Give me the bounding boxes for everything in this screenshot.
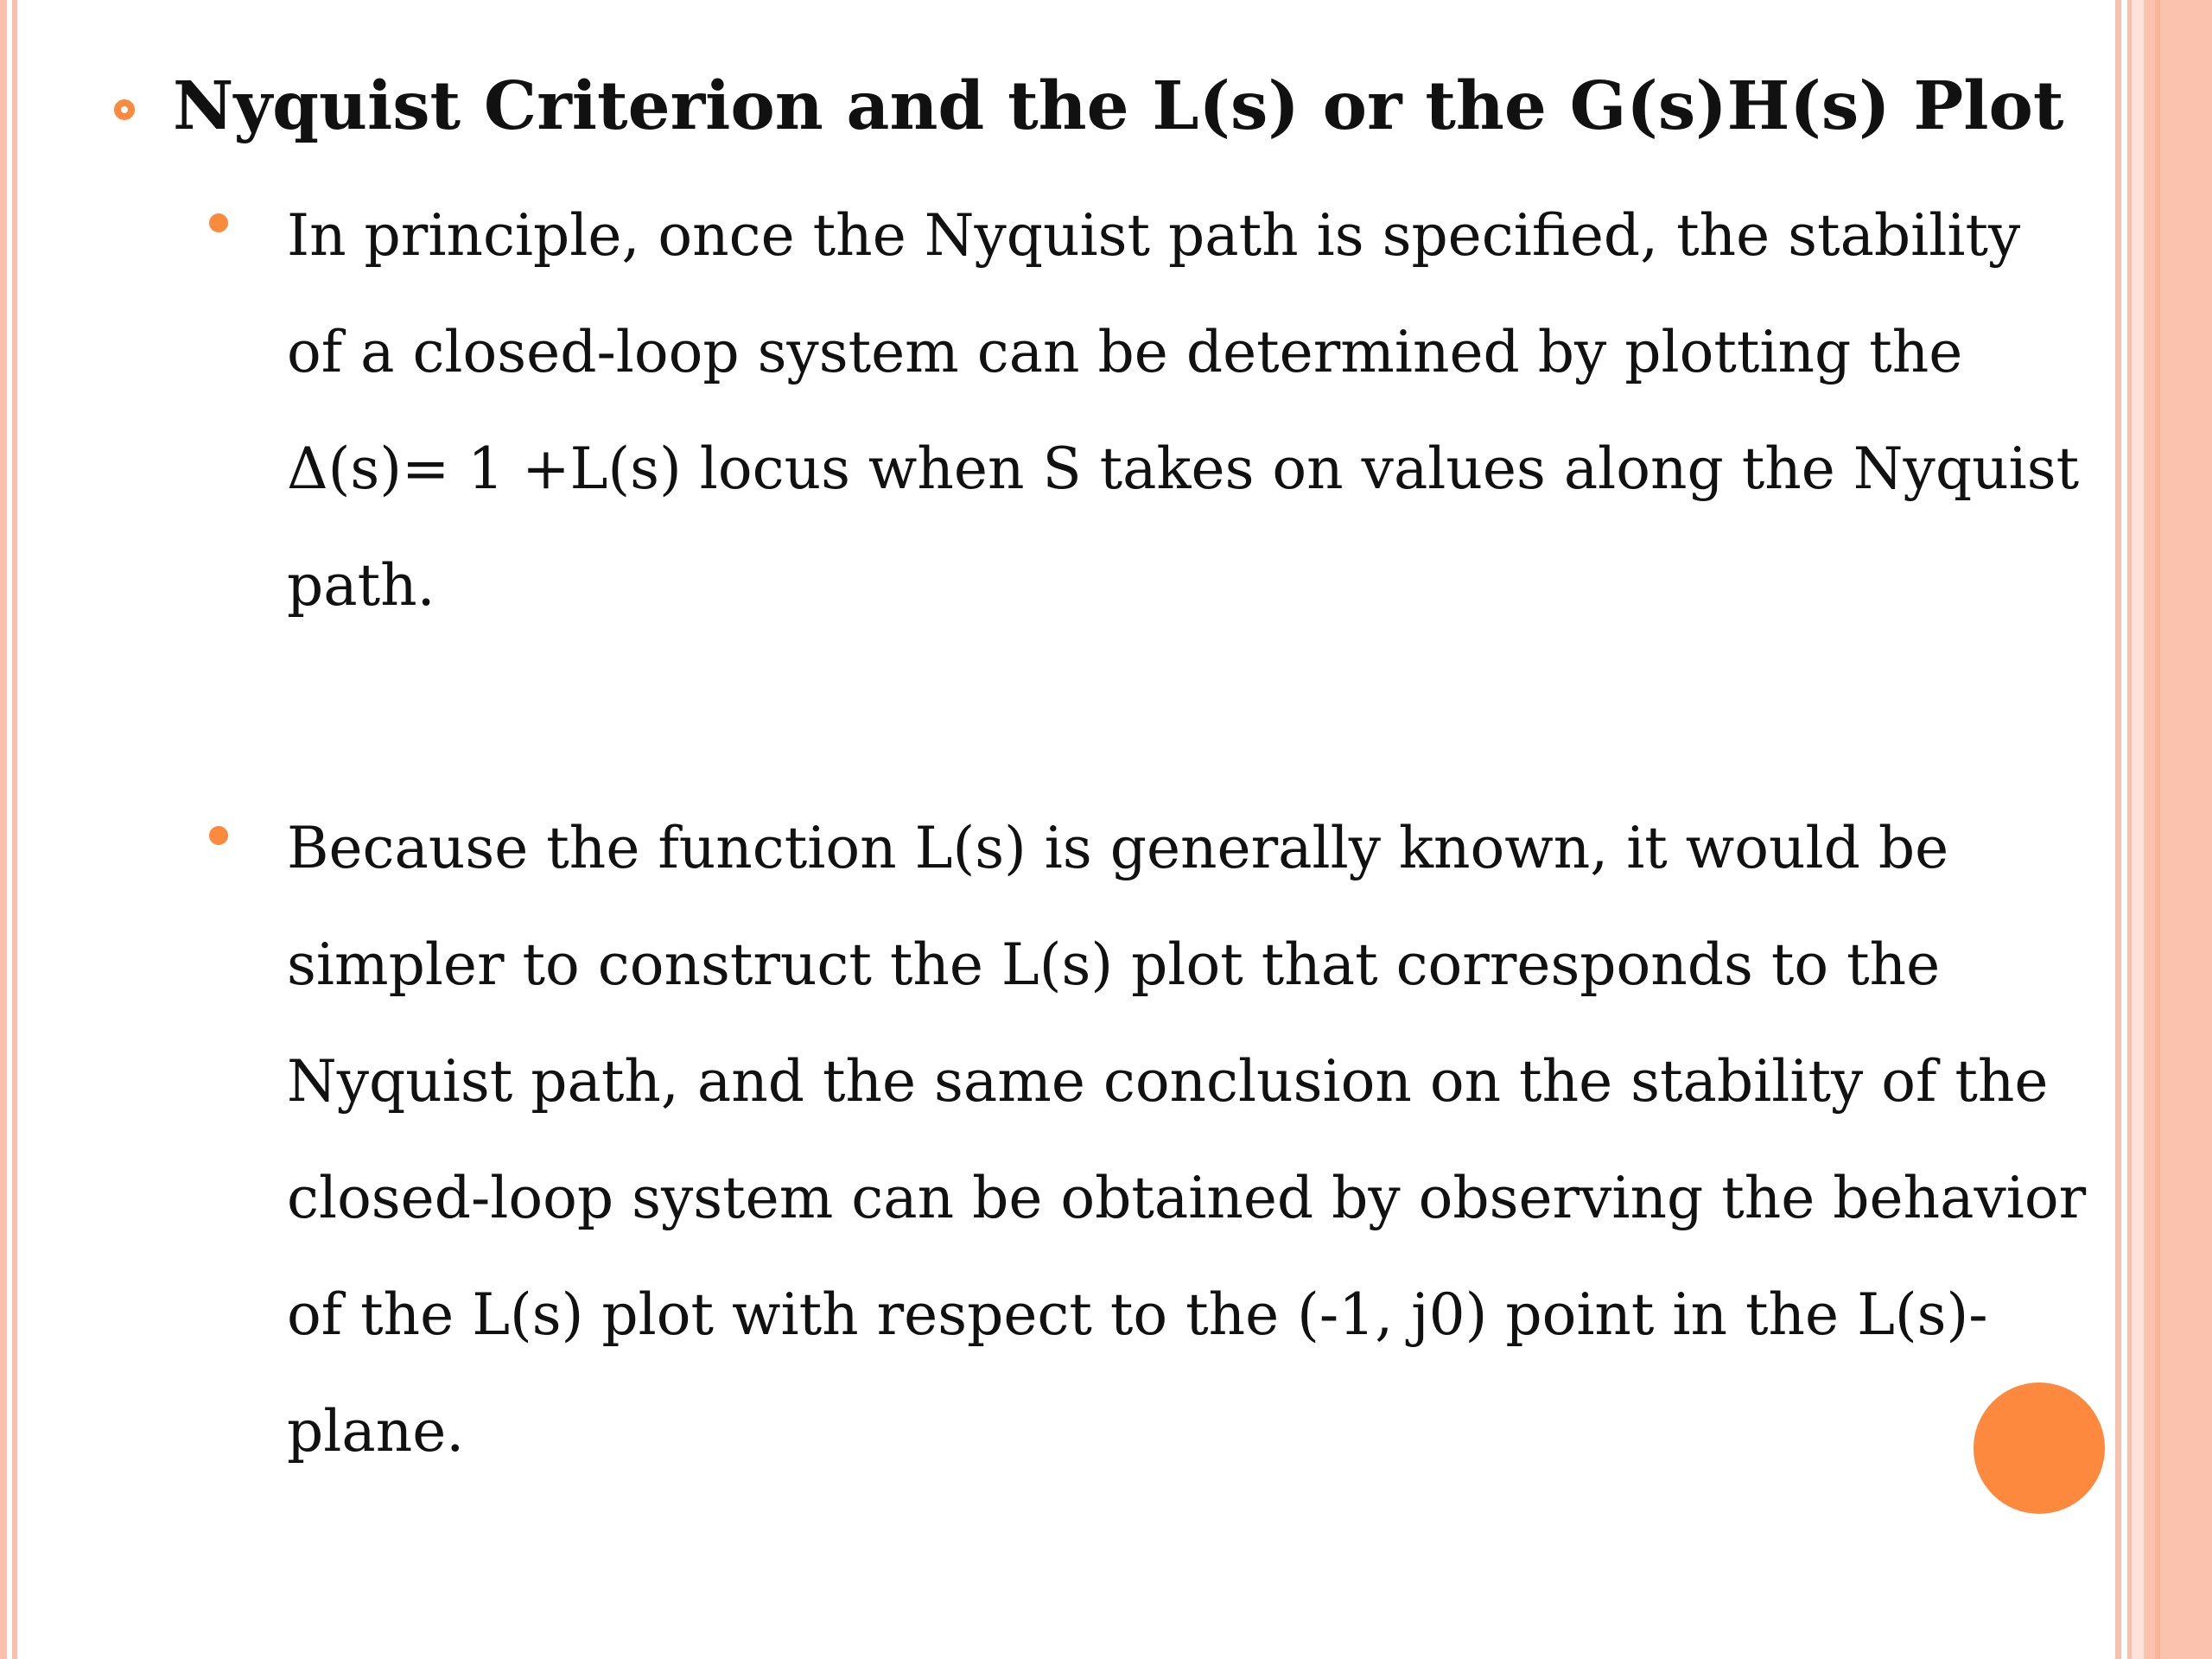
text-line: closed-loop system can be obtained by observing the behavior [287,1165,2087,1231]
dot-bullet-icon [209,213,228,232]
left-border-line [12,0,17,1659]
text-line: path. [287,552,435,619]
right-border-line [2115,0,2121,1659]
orange-circle-decoration [1974,1382,2105,1514]
bullet-paragraph-2 [209,790,2110,1490]
bullet-paragraph-1 [209,177,2110,644]
text-line: plane. [287,1398,465,1465]
paragraph-text [287,790,2110,1490]
text-line: Nyquist path, and the same conclusion on the stability of the [287,1048,2049,1115]
text-line: simpler to construct the L(s) plot that corresponds to the [287,931,1941,998]
text-line: of the L(s) plot with respect to the (-1, j0) point in the L(s)- [287,1281,1988,1348]
right-border-gap [2132,0,2144,1659]
paragraph-text [287,177,2110,644]
text-line: In principle, once the Nyquist path is specified, the stability [287,202,2021,269]
dot-bullet-icon [209,826,228,845]
text-line: of a closed-loop system can be determined by plotting the [287,319,1963,385]
text-line: Δ(s)= 1 +L(s) locus when S takes on values along the Nyquist [287,435,2080,502]
hollow-circle-bullet-icon [114,99,135,120]
right-border-inner-line [2155,0,2160,1659]
text-line: Because the function L(s) is generally known, it would be [287,815,1949,881]
right-border-band [2144,0,2212,1659]
left-border-line [0,0,7,1659]
slide-title: Nyquist Criterion and the L(s) or the G(s)H(s) Plot [173,67,2064,145]
title-row [114,67,2119,145]
